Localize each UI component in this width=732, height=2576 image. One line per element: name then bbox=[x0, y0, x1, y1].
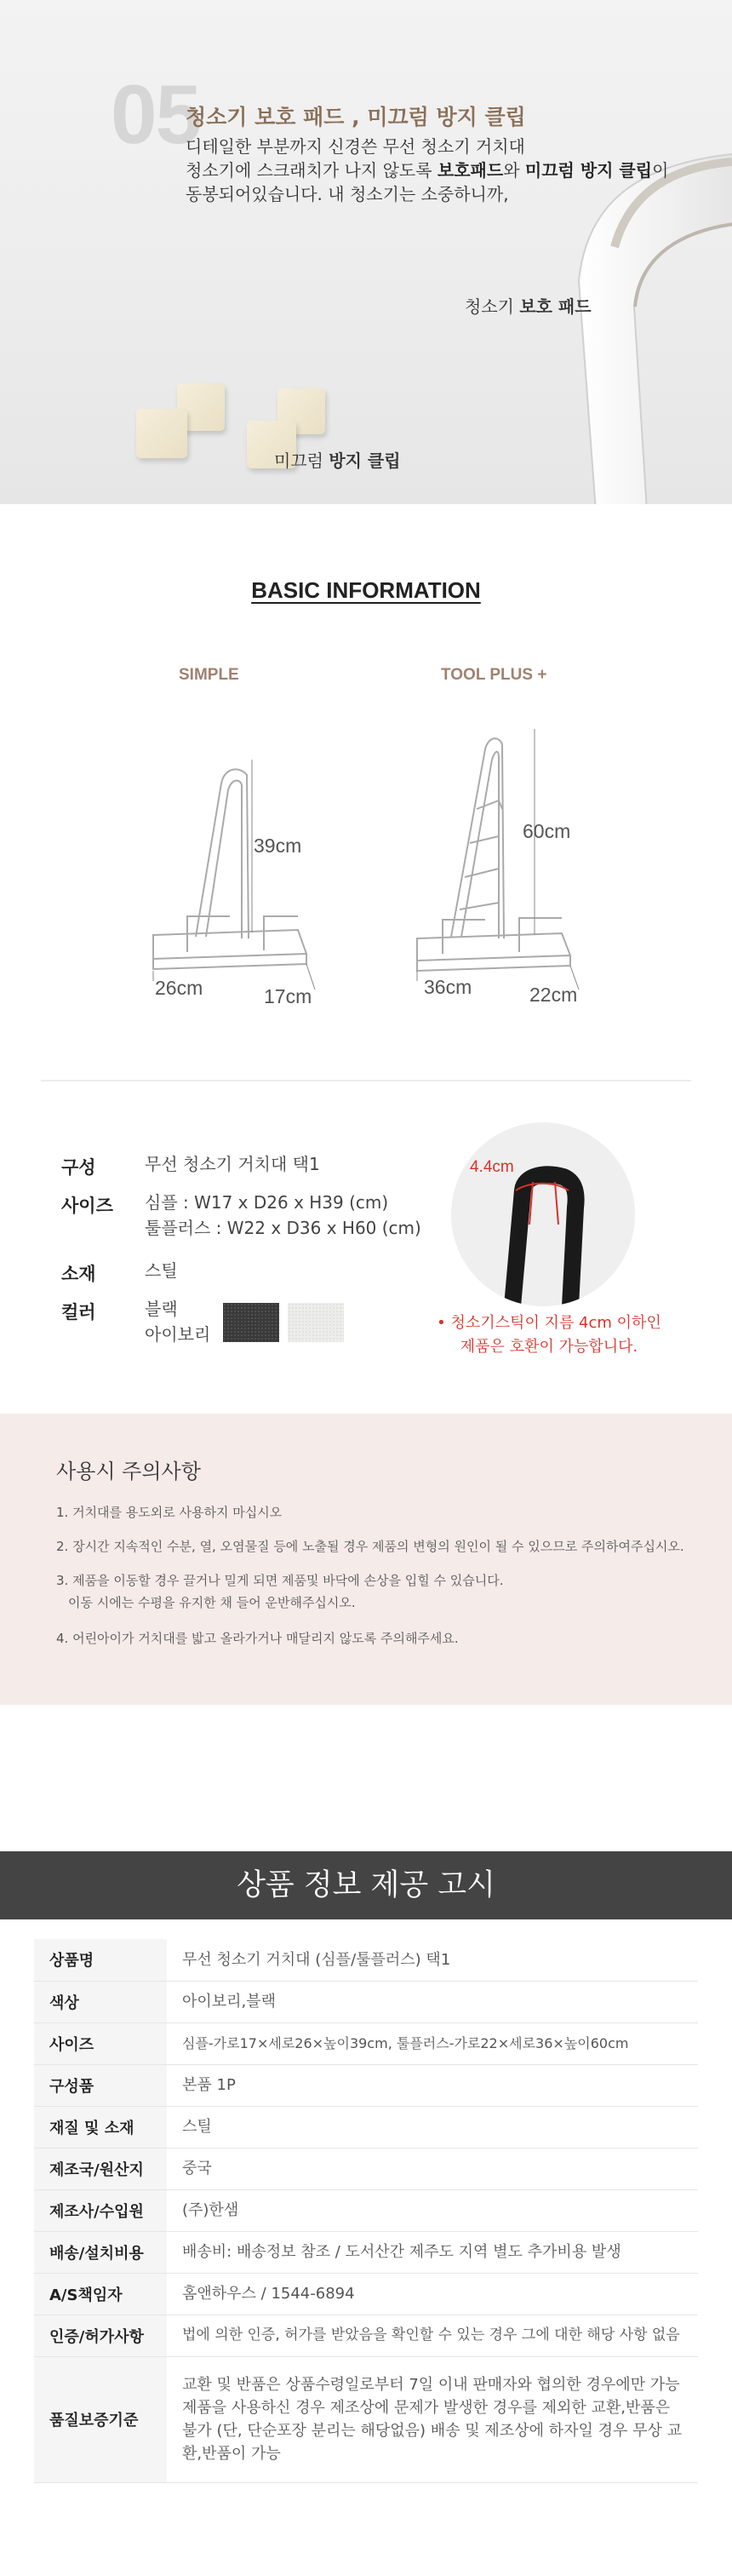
table-row: 사이즈 심플-가로17×세로26×높이39cm, 툴플러스-가로22×세로36×높이60cm bbox=[34, 2022, 698, 2064]
composition-key: 구성 bbox=[61, 1157, 96, 1178]
notice-table bbox=[34, 1939, 698, 2483]
caution-title: 사용시 주의사항 bbox=[56, 1460, 201, 1483]
simple-label: SIMPLE bbox=[179, 666, 239, 684]
table-row: 배송/설치비용 배송비: 배송정보 참조 / 도서산간 제주도 지역 별도 추가비용 발생 bbox=[34, 2231, 698, 2273]
pad-label: 청소기 보호 패드 bbox=[465, 296, 592, 317]
compatibility-note: • 청소기스틱이 지름 4cm 이하인 제품은 호환이 가능합니다. bbox=[437, 1314, 661, 1356]
ivory-swatch bbox=[288, 1303, 344, 1342]
table-row: 제조사/수입원 (주)한샘 bbox=[34, 2189, 698, 2231]
stand-top-illustration bbox=[451, 1122, 635, 1306]
size-key: 사이즈 bbox=[61, 1196, 113, 1216]
simple-width-label: 17cm bbox=[264, 985, 312, 1007]
table-row: 품질보증기준 교환 및 반품은 상품수령일로부터 7일 이내 판매자와 협의한 경우에만 가능 제품을 사용하신 경우 제조상에 문제가 발생한 경우를 제외한 교환,반품은 불가 (단, 단순포장 분리는 해당없음) 배송 및 제조상에 하자일 경우 무상 교환,반품이 가능 bbox=[34, 2356, 698, 2482]
section-number: 05 bbox=[111, 67, 201, 161]
size-value: 심플 : W17 x D26 x H39 (cm) 툴플러스 : W22 x D36 x H60 (cm) bbox=[145, 1192, 421, 1238]
table-row: 색상 아이보리,블랙 bbox=[34, 1981, 698, 2022]
stick-diameter-image bbox=[451, 1122, 635, 1306]
color-key: 컬러 bbox=[61, 1302, 96, 1322]
material-value: 스틸 bbox=[145, 1260, 178, 1281]
table-row: A/S책임자 홈앤하우스 / 1544-6894 bbox=[34, 2273, 698, 2315]
table-row: 재질 및 소재 스틸 bbox=[34, 2106, 698, 2148]
simple-stand-diagram bbox=[136, 741, 357, 1013]
toolplus-height-label: 60cm bbox=[523, 820, 571, 842]
caution-item: 4. 어린아이가 거치대를 밟고 올라가거나 매달리지 않도록 주의해주세요. bbox=[56, 1631, 459, 1646]
toolplus-label: TOOL PLUS + bbox=[441, 666, 547, 684]
toolplus-width-label: 22cm bbox=[529, 984, 578, 1006]
hero-section bbox=[0, 0, 732, 504]
table-row: 인증/허가사항 법에 의한 인증, 허가를 받았음을 확인할 수 있는 경우 그에 대한 해당 사항 없음 bbox=[34, 2315, 698, 2356]
section-title: 청소기 보호 패드 , 미끄럼 방지 클립 bbox=[186, 105, 526, 129]
diameter-label: 4.4cm bbox=[470, 1158, 514, 1176]
simple-height-label: 39cm bbox=[254, 835, 302, 857]
caution-item: 1. 거치대를 용도외로 사용하지 마십시오 bbox=[56, 1505, 283, 1520]
table-row: 구성품 본품 1P bbox=[34, 2064, 698, 2106]
composition-value: 무선 청소기 거치대 택1 bbox=[145, 1154, 320, 1174]
table-row: 상품명 무선 청소기 거치대 (심플/툴플러스) 택1 bbox=[34, 1939, 698, 1981]
toolplus-stand-diagram bbox=[400, 715, 621, 1013]
caution-item: 3. 제품을 이동할 경우 끌거나 밀게 되면 제품및 바닥에 손상을 입힐 수 있습니다. bbox=[56, 1573, 504, 1588]
notice-title: 상품 정보 제공 고시 bbox=[0, 1851, 732, 1919]
stand-pad-illustration bbox=[0, 0, 732, 504]
divider bbox=[41, 1080, 691, 1081]
section-description: 디테일한 부분까지 신경쓴 무선 청소기 거치대 청소기에 스크래치가 나지 않도록 보호패드와 미끄럼 방지 클립이 동봉되어있습니다. 내 청소기는 소중하니까, bbox=[186, 136, 669, 204]
caution-item: 2. 장시간 지속적인 수분, 열, 오염물질 등에 노출될 경우 제품의 변형의 원인이 될 수 있으므로 주의하여주십시오. bbox=[56, 1539, 684, 1554]
caution-item: 이동 시에는 수평을 유지한 채 들어 운반해주십시오. bbox=[68, 1595, 356, 1610]
clip-label: 미끄럼 방지 클립 bbox=[274, 450, 401, 471]
basic-info-title: BASIC INFORMATION bbox=[251, 577, 481, 603]
toolplus-depth-label: 36cm bbox=[424, 976, 472, 998]
simple-depth-label: 26cm bbox=[155, 977, 203, 999]
material-key: 소재 bbox=[61, 1264, 96, 1284]
caution-section bbox=[0, 1414, 732, 1705]
table-row: 제조국/원산지 중국 bbox=[34, 2148, 698, 2189]
black-swatch bbox=[223, 1303, 279, 1342]
color-value: 블랙 아이보리 bbox=[145, 1299, 211, 1345]
clip-image bbox=[136, 409, 187, 458]
